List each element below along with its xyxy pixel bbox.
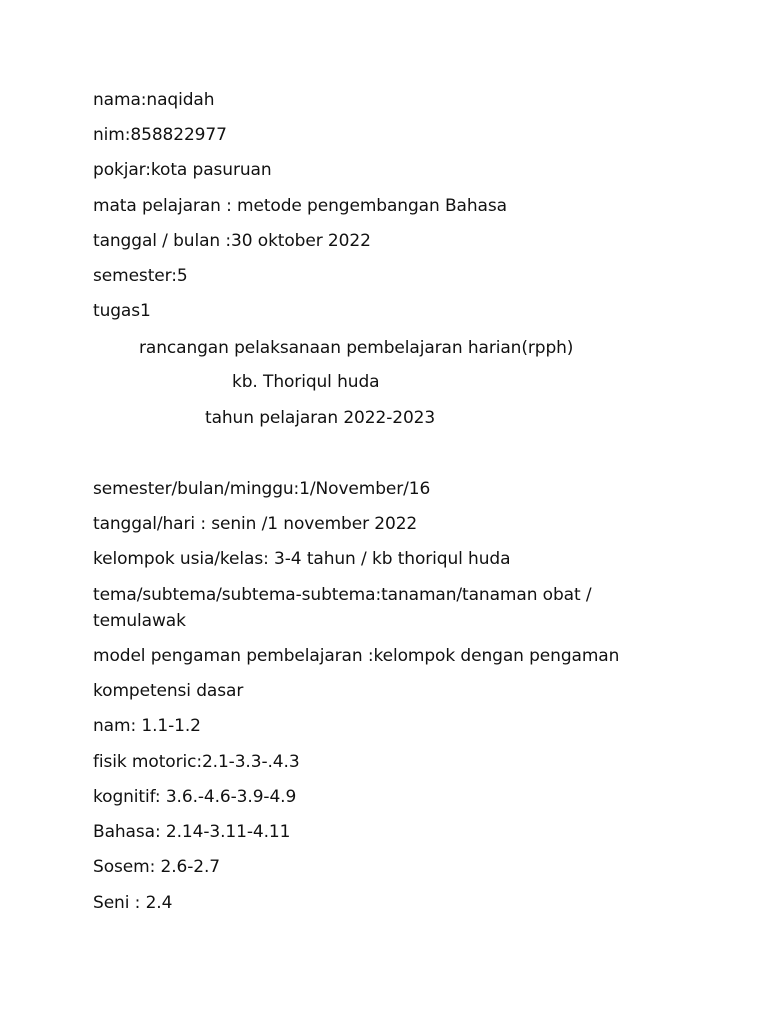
pokjar: pokjar:kota pasuruan [93, 160, 272, 180]
competence-art: Seni : 2.4 [93, 893, 173, 913]
competence-cognitive: kognitif: 3.6.-4.6-3.9-4.9 [93, 787, 297, 807]
competence-physical-motoric: fisik motoric:2.1-3.3-.4.3 [93, 752, 300, 772]
assignment: tugas1 [93, 301, 151, 321]
date-month: tanggal / bulan :30 oktober 2022 [93, 231, 371, 251]
age-group: kelompok usia/kelas: 3-4 tahun / kb thoriqul huda [93, 549, 511, 569]
academic-year: tahun pelajaran 2022-2023 [205, 408, 436, 428]
competence-language: Bahasa: 2.14-3.11-4.11 [93, 822, 291, 842]
theme: tema/subtema/subtema-subtema:tanaman/tanaman obat / temulawak [93, 585, 592, 631]
learning-model: model pengaman pembelajaran :kelompok dengan pengaman [93, 646, 620, 666]
semester: semester:5 [93, 266, 188, 286]
competence-socio-emotional: Sosem: 2.6-2.7 [93, 857, 221, 877]
school-name: kb. Thoriqul huda [232, 372, 380, 392]
subject: mata pelajaran : metode pengembangan Bahasa [93, 196, 507, 216]
basic-competence-heading: kompetensi dasar [93, 681, 244, 701]
date-day: tanggal/hari : senin /1 november 2022 [93, 514, 418, 534]
semester-month-week: semester/bulan/minggu:1/November/16 [93, 479, 431, 499]
document-title: rancangan pelaksanaan pembelajaran harian(rpph) [139, 338, 574, 358]
competence-nam: nam: 1.1-1.2 [93, 716, 201, 736]
student-nim: nim:858822977 [93, 125, 227, 145]
student-name: nama:naqidah [93, 90, 215, 110]
